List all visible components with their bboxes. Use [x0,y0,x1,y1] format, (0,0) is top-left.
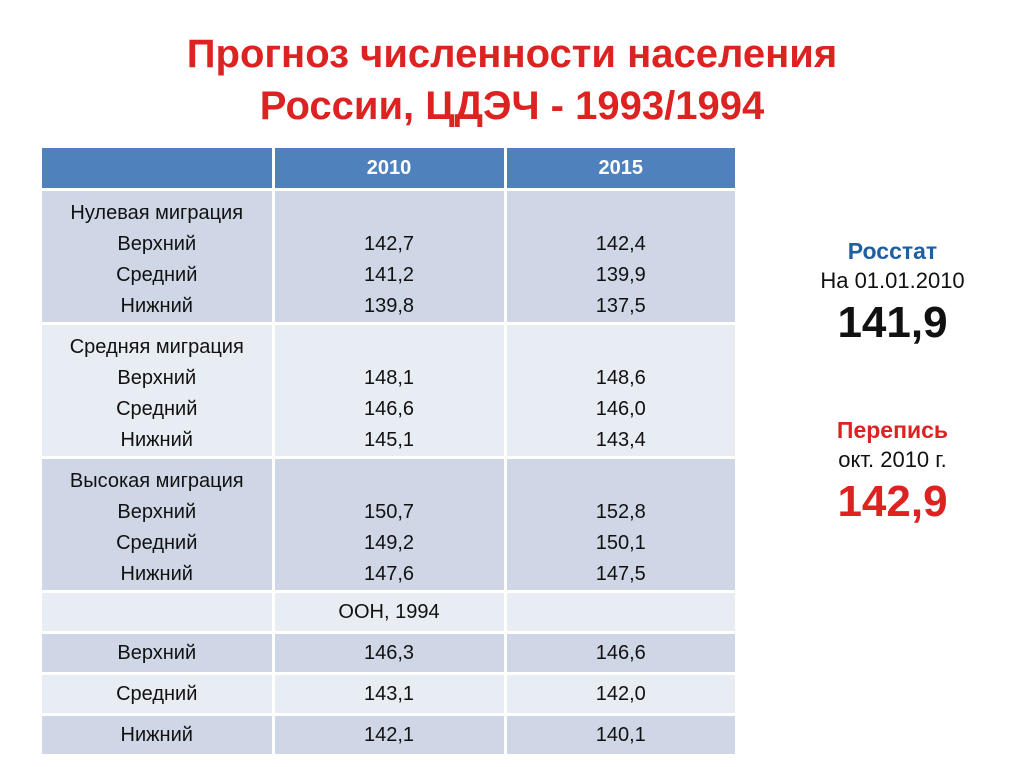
scenario-label: Верхний [117,367,197,389]
table-header-row [42,148,735,190]
scenario-label: Нижний [120,563,193,585]
title-line-2: России, ЦДЭЧ - 1993/1994 [259,84,765,128]
values-2010-cell [273,190,505,324]
table-row-zero-migration [42,190,735,324]
census-panel [775,415,1010,529]
value-2010: 142,1 [273,715,505,755]
scenario-label: Нижний [42,715,273,755]
value-2015: 146,0 [595,398,646,420]
rosstat-panel [775,236,1010,350]
scenario-label: Верхний [42,633,273,674]
value-2010: 142,7 [363,233,415,255]
value-2015: 140,1 [505,715,735,755]
scenario-label: Средний [42,674,273,715]
value-2015: 152,8 [595,501,646,523]
values-2010-cell [273,458,505,592]
title-line-1: Прогноз численности населения [186,32,838,76]
value-2015: 146,6 [505,633,735,674]
scenario-label: Нижний [120,429,193,451]
value-2010: 146,3 [273,633,505,674]
value-2015: 142,0 [505,674,735,715]
value-2010: 148,1 [363,367,415,389]
table-row-un-lower [42,715,735,755]
slide-title [0,28,1024,132]
table-row-un-medium [42,674,735,715]
scenario-label: Нижний [120,295,193,317]
rosstat-value: 141,9 [837,298,948,347]
value-2010: 149,2 [363,532,415,554]
header-cell-2010: 2010 [273,148,505,190]
value-2015: 147,5 [595,563,646,585]
census-date: окт. 2010 г. [838,447,947,472]
table-row-un-upper [42,633,735,674]
value-2015: 148,6 [595,367,646,389]
header-cell-2015: 2015 [505,148,735,190]
table-row-high-migration [42,458,735,592]
scenario-label: Средний [116,264,198,286]
rosstat-date: На 01.01.2010 [820,268,965,293]
value-2010: 147,6 [363,563,415,585]
group-name: Высокая миграция [69,470,244,492]
group-label-cell [42,190,273,324]
value-2010: 141,2 [363,264,415,286]
table-cell [42,592,273,633]
value-2015: 139,9 [595,264,646,286]
table-cell [505,592,735,633]
value-2015: 142,4 [595,233,646,255]
scenario-label: Верхний [117,233,197,255]
values-2015-cell [505,190,735,324]
header-cell-empty [42,148,273,190]
value-2010: 145,1 [363,429,415,451]
forecast-table [42,148,735,754]
census-value: 142,9 [837,477,948,526]
value-2015: 137,5 [595,295,646,317]
table-row-un-heading [42,592,735,633]
scenario-label: Средний [116,532,198,554]
group-label-cell [42,458,273,592]
table-row-medium-migration [42,324,735,458]
group-name: Нулевая миграция [70,202,244,224]
un-heading: ООН, 1994 [273,592,505,633]
census-label: Перепись [836,417,949,443]
value-2015: 150,1 [595,532,646,554]
scenario-label: Средний [116,398,198,420]
values-2015-cell [505,324,735,458]
values-2015-cell [505,458,735,592]
value-2010: 139,8 [363,295,415,317]
value-2010: 150,7 [363,501,415,523]
group-name: Средняя миграция [69,336,244,358]
scenario-label: Верхний [117,501,197,523]
values-2010-cell [273,324,505,458]
value-2010: 146,6 [363,398,415,420]
rosstat-label: Росстат [847,238,938,264]
value-2010: 143,1 [273,674,505,715]
value-2015: 143,4 [595,429,646,451]
group-label-cell [42,324,273,458]
